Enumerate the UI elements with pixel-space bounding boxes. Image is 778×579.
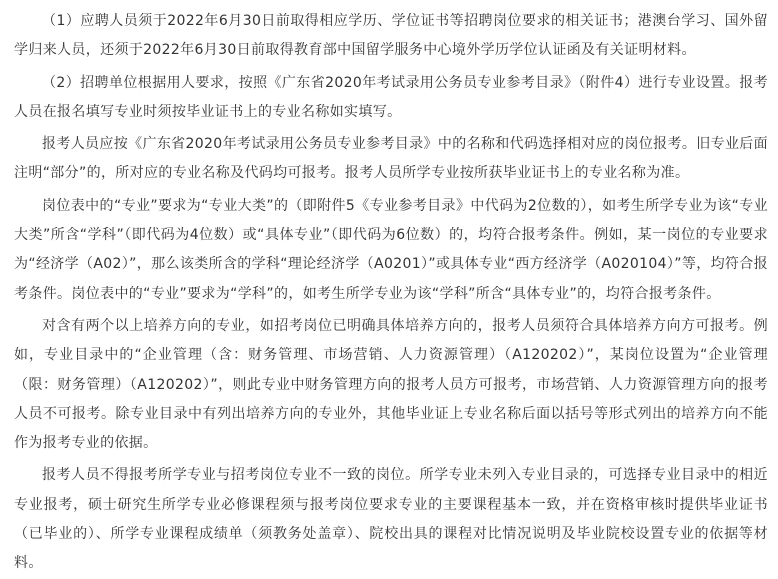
paragraph-degree-requirement: （1）应聘人员须于2022年6月30日前取得相应学历、学位证书等招聘岗位要求的相关证书；港澳台学习、国外留学归来人员，还须于2022年6月30日前取得教育部中国留学服务中心境外学历学位认证函及有关证明材料。 <box>14 13 768 59</box>
paragraph-major-setting: （2）招聘单位根据用人要求，按照《广东省2020年考试录用公务员专业参考目录》（附件4）进行专业设置。报考人员在报名填写专业时须按毕业证书上的专业名称如实填写。 <box>14 74 768 120</box>
paragraph-major-catalog: 报考人员应按《广东省2020年考试录用公务员专业参考目录》中的名称和代码选择相对应的岗位报考。旧专业后面注明“部分”的，所对应的专业名称及代码均可报考。报考人员所学专业按所获毕业证书上的专业名称为准。 <box>14 136 768 182</box>
paragraph-related-major: 报考人员不得报考所学专业与招考岗位专业不一致的岗位。所学专业未列入专业目录的，可选择专业目录中的相近专业报考，硕士研究生所学专业必修课程须与报考岗位要求专业的主要课程基本一致，并在资格审核时提供毕业证书（已毕业的）、所学专业课程成绩单（须教务处盖章）、院校出具的课程对比情况说明及毕业院校设置专业的依据等材料。 <box>14 467 768 572</box>
paragraph-training-direction: 对含有两个以上培养方向的专业，如招考岗位已明确具体培养方向的，报考人员须符合具体培养方向方可报考。例如，专业目录中的“企业管理（含：财务管理、市场营销、人力资源管理）（A120202）”，某岗位设置为“企业管理（限：财务管理）（A120202）”，则此专业中财务管理方向的报考人员方可报考，市场营销、人力资源管理方向的报考人员不可报考。除专业目录中有列出培养方向的专业外，其他毕业证上专业名称后面以括号等形式列出的培养方向不能作为报考专业的依据。 <box>14 317 768 452</box>
paragraph-major-category: 岗位表中的“专业”要求为“专业大类”的（即附件5《专业参考目录》中代码为2位数的），如考生所学专业为该“专业大类”所含“学科”（即代码为4位数）或“具体专业”（即代码为6位数）的，均符合报考条件。例如，某一岗位的专业要求为“经济学（A02）”，那么该类所含的学科“理论经济学（A0201）”或具体专业“西方经济学（A020104）”等，均符合报考条件。岗位表中的“专业”要求为“学科”的，如考生所学专业为该“学科”所含“具体专业”的，均符合报考条件。 <box>14 197 768 302</box>
